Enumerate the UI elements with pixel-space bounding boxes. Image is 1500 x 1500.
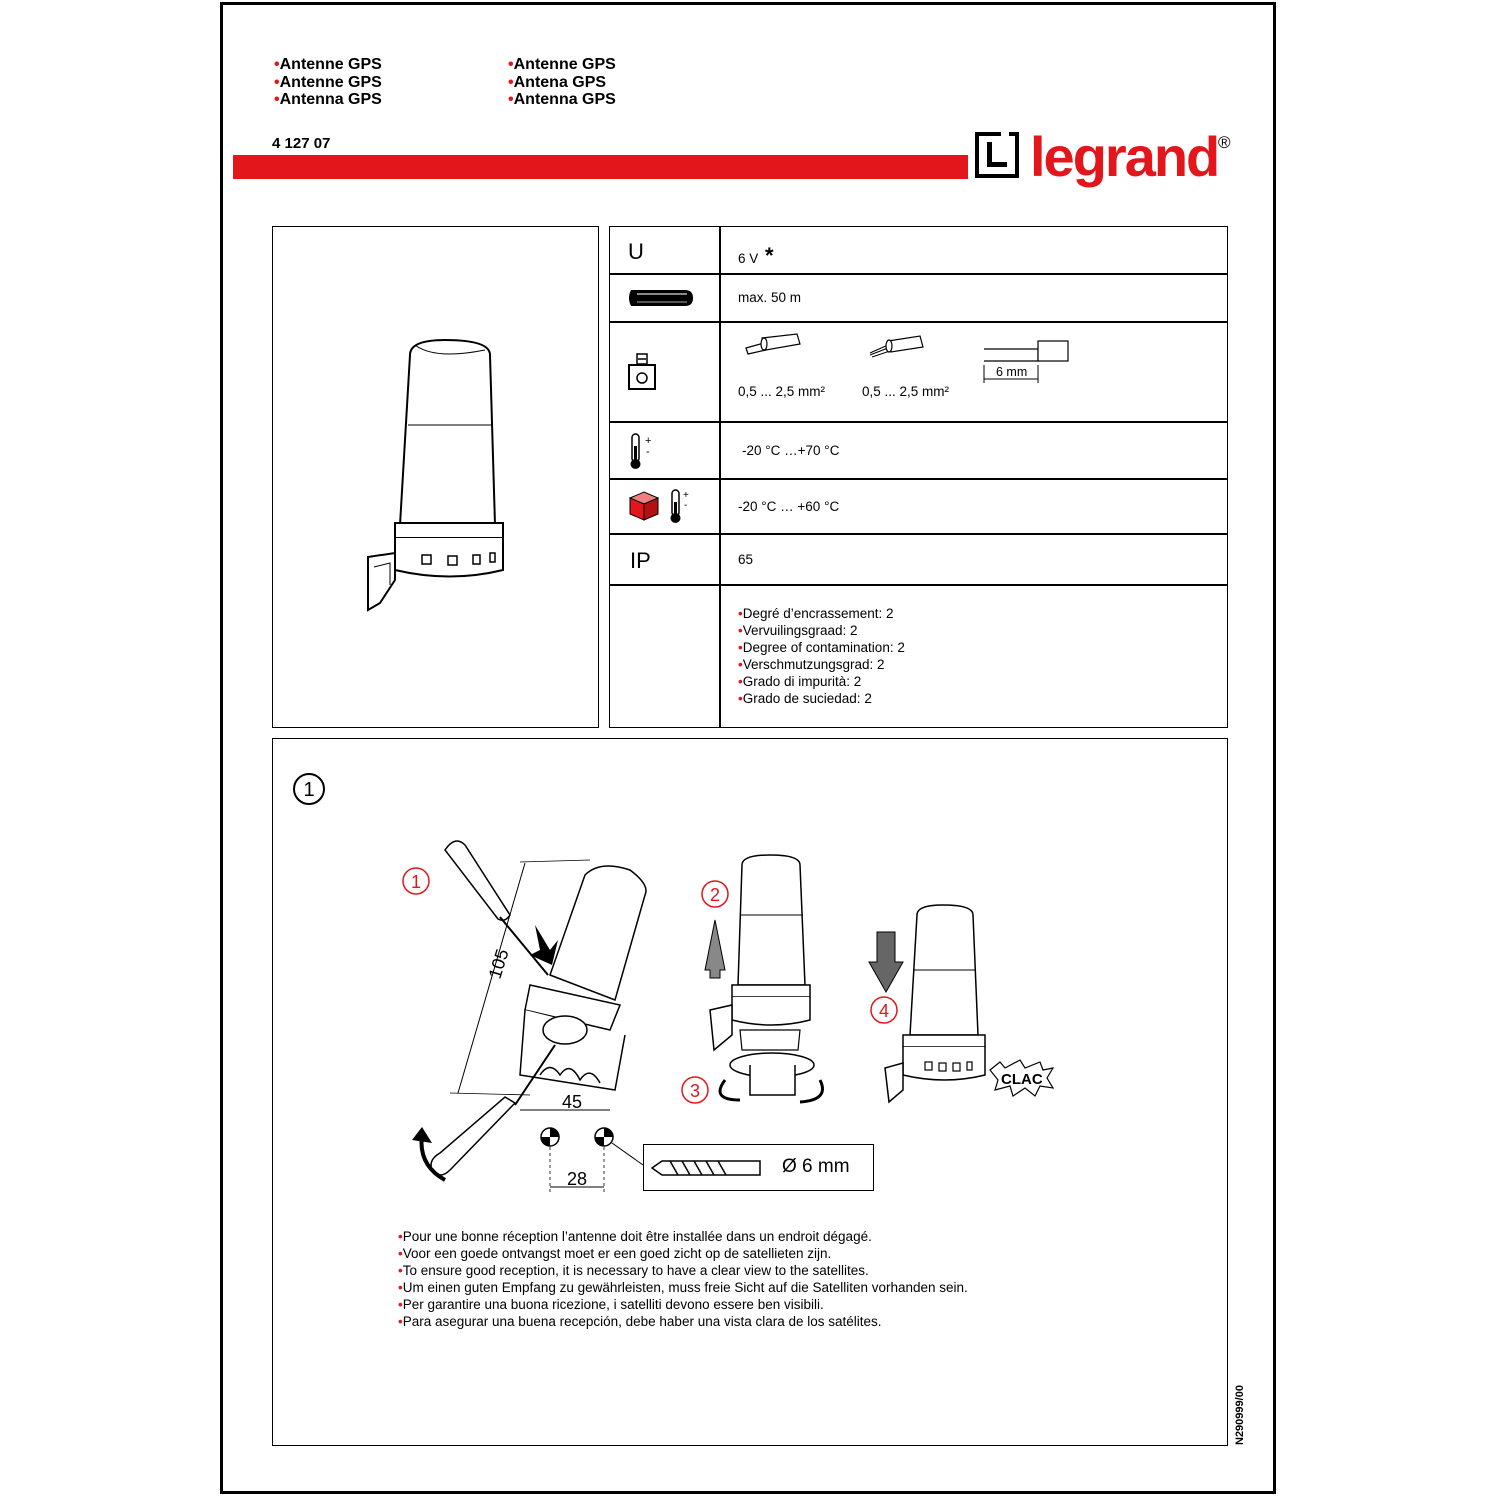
list-item: • Grado di impurità: 2 [738,673,905,690]
voltage-note-star: * [765,243,774,268]
specifications-table [609,226,1228,728]
list-item: • Pour une bonne réception l’antenne doit être installée dans un endroit dégagé. [398,1228,968,1245]
list-item: • Verschmutzungsgrad: 2 [738,656,905,673]
svg-text:+: + [683,490,689,501]
list-item: • Vervuilingsgraad: 2 [738,622,905,639]
list-item: • Um einen guten Empfang zu gewährleisten, muss freie Sicht auf die Satelliten vorhanden sein. [398,1279,968,1296]
step-1-badge [403,868,429,894]
clac-sound-label: CLAC [1001,1071,1043,1088]
legrand-logo-icon [975,132,1023,182]
cable-length-value: max. 50 m [738,290,802,305]
registered-mark: ® [1218,133,1231,152]
ferrule-wire-section: 0,5 ... 2,5 mm² [738,384,826,399]
stranded-wire-section: 0,5 ... 2,5 mm² [862,384,950,399]
dimension-height: 105 [484,946,513,982]
ferrule-wire-icon [742,330,802,360]
list-item: • Degree of contamination: 2 [738,639,905,656]
list-item: • Para asegurar una buena recepción, debe haber una vista clara de los satélites. [398,1313,968,1330]
drill-diameter: Ø 6 mm [782,1156,850,1177]
title-fr: • Antenne GPS [274,56,382,74]
thermometer-icon [628,432,658,472]
title-pt: • Antenna GPS [508,91,616,109]
list-item: • To ensure good reception, it is necessary to have a clear view to the satellites. [398,1262,968,1279]
step-3-number: 3 [689,1081,701,1101]
list-item: • Degré d’encrassement: 2 [738,605,905,622]
voltage-symbol: U [628,239,644,264]
ip-symbol: IP [630,548,651,573]
product-titles-left [274,56,382,109]
antenna-removal-illustration [680,850,840,1140]
step-2-number: 2 [709,885,721,905]
terminal-screw-icon [626,352,660,392]
contamination-list [738,605,905,707]
storage-box-icon [628,488,693,526]
dimension-spacing: 28 [567,1169,588,1189]
antenna-product-illustration [360,335,510,615]
strip-length-value: 6 mm [996,365,1028,379]
product-titles-right [508,56,616,109]
svg-text:+: + [645,435,652,447]
list-item: • Per garantire una buona ricezione, i satelliti devono essere ben visibili. [398,1296,968,1313]
title-it: • Antenna GPS [274,91,382,109]
list-item: • Voor een goede ontvangst moet er een goed zicht op de satellieten zijn. [398,1245,968,1262]
list-item: • Grado de suciedad: 2 [738,690,905,707]
drill-bit-icon [650,1157,765,1179]
reception-notes [398,1228,968,1330]
voltage-value: 6 V [738,251,759,266]
svg-text:-: - [684,500,688,511]
header-red-bar [233,155,968,179]
step-4-badge [871,997,897,1023]
title-de: • Antenne GPS [508,56,616,74]
step-2-badge [702,881,728,907]
storage-temperature: -20 °C … +60 °C [738,499,840,514]
brand-name: legrand [1030,125,1219,188]
document-id-text: N290999/00 [1234,1385,1246,1445]
document-id [1233,1378,1247,1446]
figure-number: 1 [303,779,315,801]
cable-icon [627,287,697,309]
step-3-badge [682,1077,708,1103]
title-es: • Antena GPS [508,74,616,92]
svg-text:-: - [646,446,650,458]
ip-rating: 65 [738,552,754,567]
dimension-width: 45 [562,1092,583,1112]
title-nl: • Antenne GPS [274,74,382,92]
stranded-wire-icon [866,333,926,363]
step-1-number: 1 [410,872,422,892]
operating-temperature: -20 °C …+70 °C [742,443,840,458]
figure-number-badge [292,772,326,806]
product-reference: 4 127 07 [272,135,331,152]
antenna-clip-illustration [865,900,1085,1110]
step-4-number: 4 [878,1001,890,1021]
